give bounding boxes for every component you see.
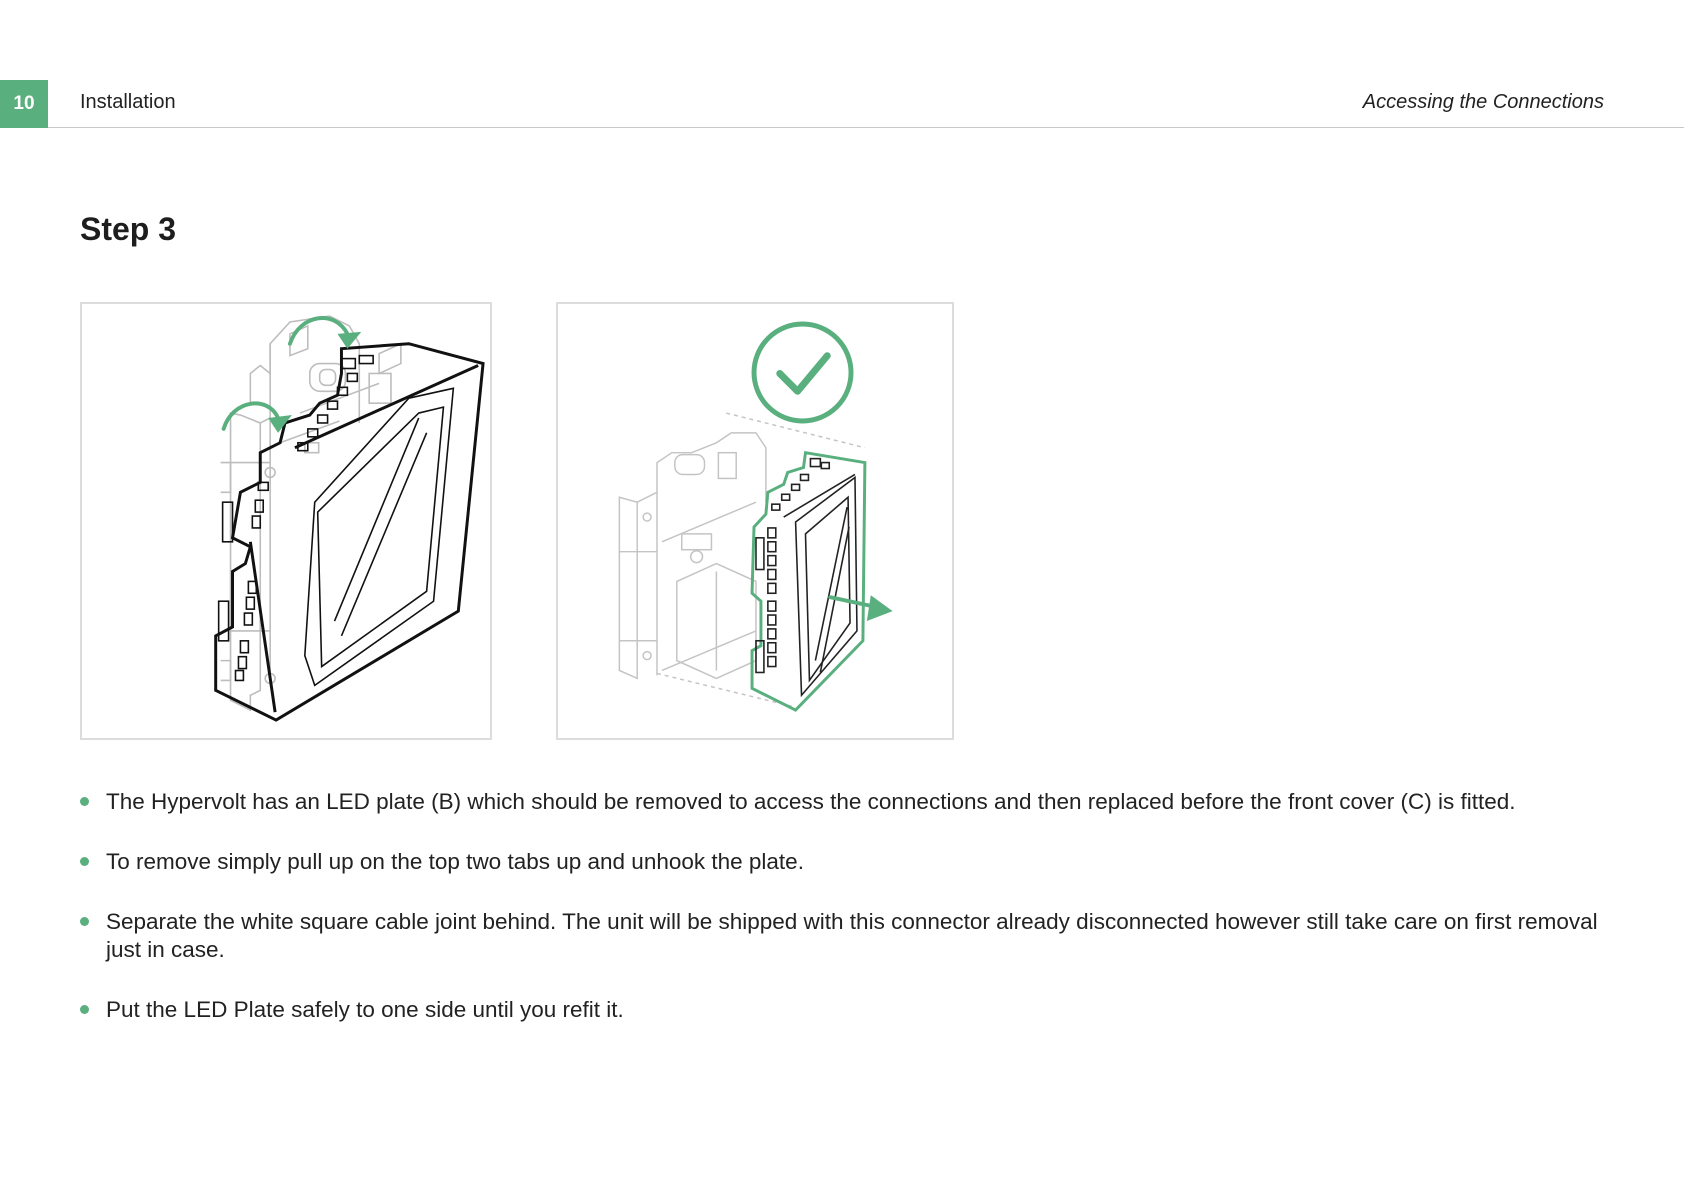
list-item xyxy=(80,848,1610,876)
list-item xyxy=(80,996,1610,1024)
instruction-list xyxy=(80,788,1610,1056)
chapter-label: Accessing the Connections xyxy=(1362,91,1604,113)
section-label: Installation xyxy=(80,91,176,113)
led-plate-removed-checkmark-illustration xyxy=(558,304,952,738)
instruction-text: Put the LED Plate safely to one side until you refit it. xyxy=(106,997,624,1022)
instruction-text: The Hypervolt has an LED plate (B) which should be removed to access the connections and then replaced before the front cover (C) is fitted. xyxy=(106,789,1516,814)
checkmark-icon xyxy=(754,324,851,421)
instruction-text: To remove simply pull up on the top two tabs up and unhook the plate. xyxy=(106,849,804,874)
step-title: Step 3 xyxy=(80,211,177,247)
figure-unhook-led-plate xyxy=(80,302,492,740)
bullet-dot-icon xyxy=(80,797,89,806)
header-divider xyxy=(48,127,1684,128)
bullet-dot-icon xyxy=(80,917,89,926)
list-item xyxy=(80,788,1610,816)
page-number-badge: 10 xyxy=(0,80,48,128)
bullet-dot-icon xyxy=(80,1005,89,1014)
led-plate-unhook-illustration xyxy=(82,304,490,738)
figure-led-plate-removed xyxy=(556,302,954,740)
pull-arrow-icon xyxy=(830,595,892,621)
list-item xyxy=(80,908,1610,964)
instruction-text: Separate the white square cable joint behind. The unit will be shipped with this connector already disconnected however still take care on first removal just in case. xyxy=(106,909,1598,962)
bullet-dot-icon xyxy=(80,857,89,866)
